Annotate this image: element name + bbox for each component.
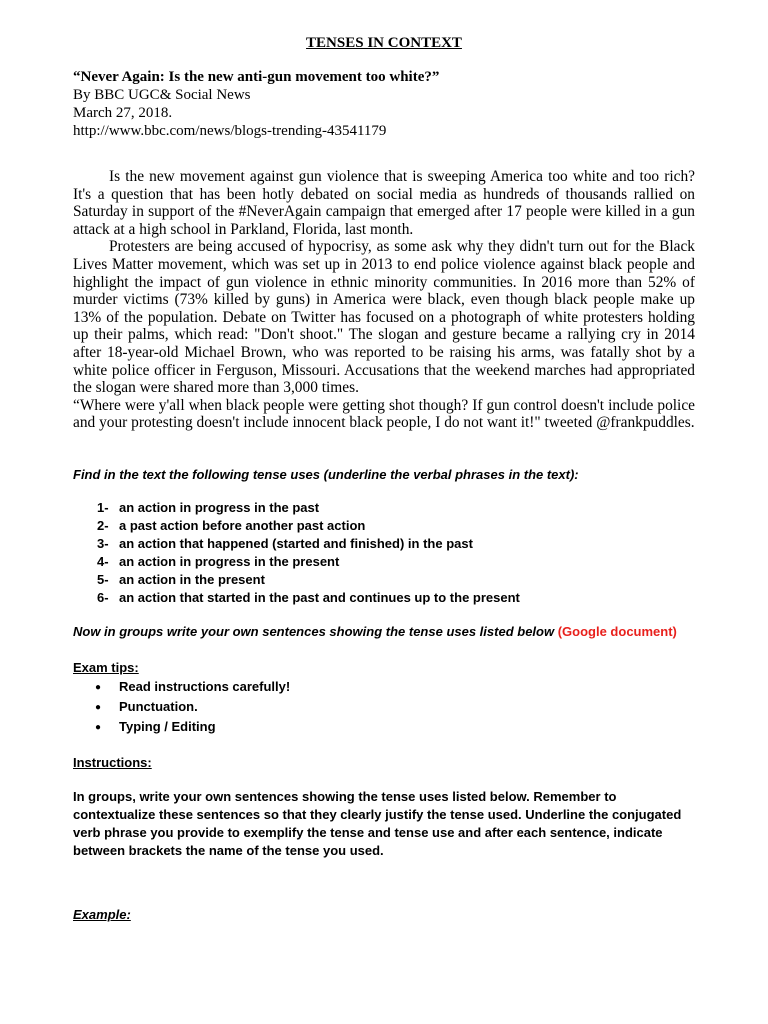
list-item-number: 4- <box>97 553 109 569</box>
google-document-link[interactable]: (Google document) <box>557 623 677 639</box>
list-item-text: an action in the present <box>119 571 265 587</box>
article-paragraph: Is the new movement against gun violence that is sweeping America too white and too rich? It's a question that has been hotly debated on social media as hundreds of thousands rallied on Saturday in support of the #NeverAgain campaign that emerged after 17 people were killed in a gun attack at a high school in Parkland, Florida, last month. <box>73 168 695 238</box>
exam-tips-heading: Exam tips: <box>73 659 139 675</box>
list-item-text: Typing / Editing <box>119 718 216 734</box>
article-body <box>73 168 695 432</box>
list-item <box>97 499 695 517</box>
article-meta <box>73 68 695 140</box>
bullet-icon: ● <box>95 701 102 713</box>
article-url: http://www.bbc.com/news/blogs-trending-43541179 <box>73 123 387 139</box>
list-item <box>97 589 695 607</box>
article-paragraph: Protesters are being accused of hypocrisy, as some ask why they didn't turn out for the Black Lives Matter movement, which was set up in 2013 to end police violence against black people and highlight the impact of gun violence in ethnic minority communities. In 2016 more than 52% of murder victims (73% killed by guns) in America were black, even though black people make up 13% of the population. Debate on Twitter has focused on a photograph of white protesters holding up their palms, which read: "Don't shoot." The slogan and gesture became a rallying cry in 2014 after 18-year-old Michael Brown, who was reported to be raising his arms, was fatally shot by a white police officer in Ferguson, Missouri. Accusations that the weekend marches had appropriated the slogan were shared more than 3,000 times. <box>73 238 695 397</box>
list-item-text: an action in progress in the past <box>119 499 320 515</box>
list-item <box>97 517 695 535</box>
list-item-text: a past action before another past action <box>119 517 366 533</box>
list-item <box>97 553 695 571</box>
list-item-text: an action that happened (started and finished) in the past <box>119 535 473 551</box>
article-date: March 27, 2018. <box>73 105 173 121</box>
list-item-number: 2- <box>97 517 109 533</box>
list-item-number: 3- <box>97 535 109 551</box>
list-item <box>95 697 695 717</box>
example-label: Example: <box>73 906 131 922</box>
task-instruction: Find in the text the following tense uses (underline the verbal phrases in the text): <box>73 466 579 482</box>
list-item-number: 1- <box>97 499 109 515</box>
list-item-number: 5- <box>97 571 109 587</box>
bullet-icon: ● <box>95 721 102 733</box>
bullet-icon: ● <box>95 681 102 693</box>
list-item <box>97 571 695 589</box>
article-paragraph: “Where were y'all when black people were getting shot though? If gun control doesn't include police and your protesting doesn't include innocent black people, I do not want it!" tweeted @frankpuddles. <box>73 396 695 432</box>
list-item-text: Punctuation. <box>119 698 198 714</box>
list-item <box>97 535 695 553</box>
groups-instruction <box>73 623 695 641</box>
page-title: TENSES IN CONTEXT <box>306 35 462 51</box>
list-item-text: an action that started in the past and continues up to the present <box>119 589 520 605</box>
list-item <box>95 677 695 697</box>
instructions-body: In groups, write your own sentences showing the tense uses listed below. Remember to contextualize these sentences so that they clearly justify the tense used. Underline the conjugated verb phrase you provide to exemplify the tense and tense use and after each sentence, indicate between brackets the name of the tense you used. <box>73 788 682 858</box>
groups-text: Now in groups write your own sentences showing the tense uses listed below <box>73 623 555 639</box>
tense-uses-list <box>73 499 695 607</box>
list-item-number: 6- <box>97 589 109 605</box>
document-page <box>73 34 695 924</box>
list-item-text: an action in progress in the present <box>119 553 340 569</box>
article-headline: “Never Again: Is the new anti-gun movement too white?” <box>73 69 440 85</box>
list-item-text: Read instructions carefully! <box>119 678 291 694</box>
instructions-heading: Instructions: <box>73 754 152 770</box>
exam-tips-list <box>73 677 695 737</box>
article-byline: By BBC UGC& Social News <box>73 87 251 103</box>
list-item <box>95 717 695 737</box>
